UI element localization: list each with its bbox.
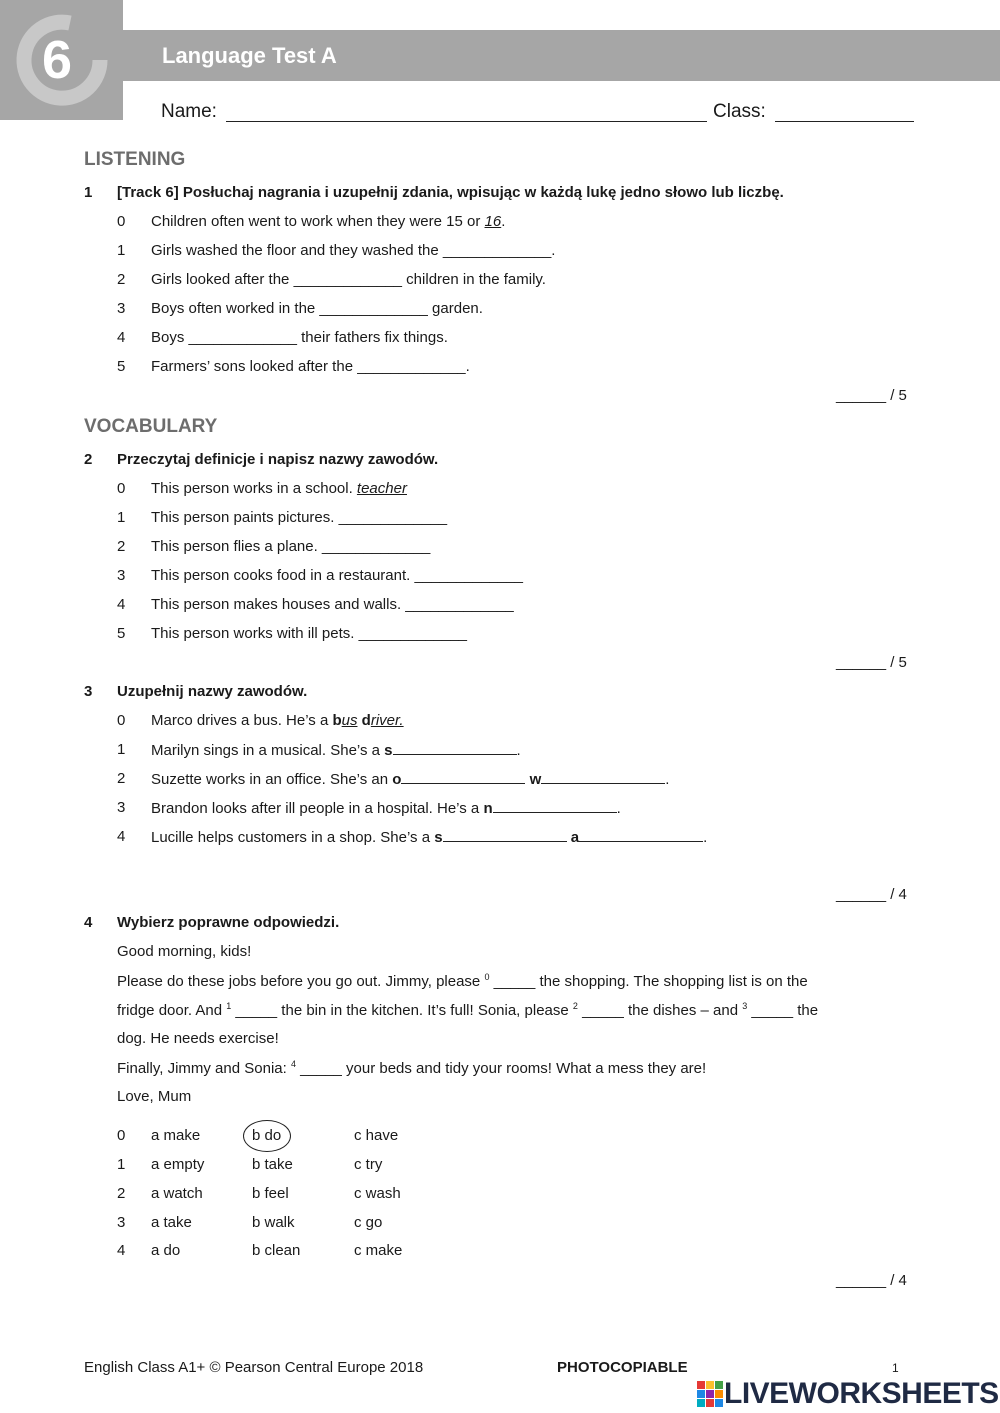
option-b[interactable]: b do bbox=[252, 1127, 282, 1144]
item-number: 4 bbox=[117, 329, 126, 346]
item-text: Marco drives a bus. He’s a bus driver. bbox=[151, 712, 404, 729]
unit-number: 6 bbox=[42, 30, 73, 90]
option-b[interactable]: b clean bbox=[252, 1242, 301, 1259]
example-answer: teacher bbox=[356, 480, 407, 497]
answer-blank[interactable] bbox=[541, 770, 665, 784]
example-answer: river. bbox=[370, 712, 404, 729]
option-a[interactable]: a watch bbox=[151, 1185, 203, 1202]
item-number: 3 bbox=[117, 1214, 126, 1231]
item-number: 0 bbox=[117, 1127, 126, 1144]
option-a[interactable]: a make bbox=[151, 1127, 201, 1144]
item-number: 3 bbox=[117, 300, 126, 317]
letter-signoff: Love, Mum bbox=[117, 1088, 192, 1105]
option-c[interactable]: c wash bbox=[354, 1185, 401, 1202]
answer-blank[interactable] bbox=[443, 828, 567, 842]
question-instruction: [Track 6] Posłuchaj nagrania i uzupełnij zdania, wpisując w każdą lukę jedno słowo lub liczbę. bbox=[117, 184, 784, 201]
item-text[interactable]: Marilyn sings in a musical. She’s a s . bbox=[151, 742, 521, 759]
item-text[interactable]: Lucille helps customers in a shop. She’s a s a . bbox=[151, 829, 708, 846]
score-box[interactable]: ______ / 4 bbox=[836, 1272, 907, 1289]
footer-photocopiable: PHOTOCOPIABLE bbox=[557, 1359, 688, 1376]
item-text[interactable]: Boys _____________ their fathers fix things. bbox=[151, 329, 448, 346]
question-instruction: Przeczytaj definicje i napisz nazwy zawodów. bbox=[117, 451, 439, 468]
item-number: 1 bbox=[117, 741, 126, 758]
question-number: 4 bbox=[84, 914, 93, 931]
item-number: 5 bbox=[117, 358, 126, 375]
question-number: 3 bbox=[84, 683, 93, 700]
item-number: 5 bbox=[117, 625, 126, 642]
item-number: 1 bbox=[117, 1156, 126, 1173]
option-c[interactable]: c have bbox=[354, 1127, 399, 1144]
liveworksheets-brand[interactable]: LIVEWORKSHEETS bbox=[724, 1377, 999, 1410]
item-number: 1 bbox=[117, 509, 126, 526]
section-heading-listening: LISTENING bbox=[84, 149, 186, 170]
letter-greeting: Good morning, kids! bbox=[117, 943, 252, 960]
option-c[interactable]: c go bbox=[354, 1214, 383, 1231]
item-number: 0 bbox=[117, 712, 126, 729]
letter-line: Finally, Jimmy and Sonia: $^4$ _____ your beds and tidy your rooms! What a mess they are! bbox=[117, 1059, 707, 1077]
option-b[interactable]: b feel bbox=[252, 1185, 289, 1202]
item-text[interactable]: Suzette works in an office. She’s an o w . bbox=[151, 771, 670, 788]
option-b[interactable]: b walk bbox=[252, 1214, 295, 1231]
item-number: 3 bbox=[117, 567, 126, 584]
score-box[interactable]: ______ / 5 bbox=[836, 387, 907, 404]
item-number: 0 bbox=[117, 480, 126, 497]
header-banner bbox=[0, 30, 1000, 81]
page-title: Language Test A bbox=[162, 43, 337, 68]
item-number: 2 bbox=[117, 271, 126, 288]
class-field[interactable] bbox=[775, 103, 914, 122]
page-number: 1 bbox=[892, 1361, 899, 1375]
footer-copyright: English Class A1+ © Pearson Central Europe 2018 bbox=[84, 1359, 424, 1376]
class-label: Class: bbox=[713, 101, 766, 122]
item-text: This person works in a school. teacher bbox=[151, 480, 407, 497]
item-text[interactable]: Girls washed the floor and they washed the _____________. bbox=[151, 242, 556, 259]
liveworksheets-logo-icon bbox=[697, 1381, 723, 1407]
item-number: 0 bbox=[117, 213, 126, 230]
option-a[interactable]: a take bbox=[151, 1214, 192, 1231]
answer-blank[interactable] bbox=[401, 770, 525, 784]
question-number: 1 bbox=[84, 184, 93, 201]
example-answer: 16 bbox=[484, 213, 502, 230]
option-b[interactable]: b take bbox=[252, 1156, 293, 1173]
item-text[interactable]: Brandon looks after ill people in a hospital. He’s a n . bbox=[151, 800, 621, 817]
score-box[interactable]: ______ / 5 bbox=[836, 654, 907, 671]
item-text[interactable]: This person flies a plane. _____________ bbox=[151, 538, 431, 555]
item-number: 3 bbox=[117, 799, 126, 816]
item-text[interactable]: This person paints pictures. _____________ bbox=[151, 509, 448, 526]
item-text[interactable]: Boys often worked in the _____________ garden. bbox=[151, 300, 483, 317]
item-number: 1 bbox=[117, 242, 126, 259]
letter-line: dog. He needs exercise! bbox=[117, 1030, 279, 1047]
question-instruction: Wybierz poprawne odpowiedzi. bbox=[117, 914, 340, 931]
option-c[interactable]: c make bbox=[354, 1242, 403, 1259]
name-field[interactable] bbox=[226, 103, 707, 122]
letter-line: fridge door. And $^1$ _____ the bin in the kitchen. It’s full! Sonia, please $^2$ _____ the dishes – and $^3$ _____ the bbox=[117, 1001, 819, 1019]
example-answer: us bbox=[341, 712, 358, 729]
item-text[interactable]: This person makes houses and walls. _____________ bbox=[151, 596, 514, 613]
question-instruction: Uzupełnij nazwy zawodów. bbox=[117, 683, 308, 700]
item-number: 2 bbox=[117, 770, 126, 787]
answer-blank[interactable] bbox=[393, 741, 517, 755]
item-text[interactable]: Farmers’ sons looked after the _____________. bbox=[151, 358, 470, 375]
item-text[interactable]: This person cooks food in a restaurant. _____________ bbox=[151, 567, 523, 584]
item-text[interactable]: Girls looked after the _____________ children in the family. bbox=[151, 271, 546, 288]
answer-blank[interactable] bbox=[493, 799, 617, 813]
item-number: 2 bbox=[117, 1185, 126, 1202]
name-label: Name: bbox=[161, 101, 217, 122]
section-heading-vocabulary: VOCABULARY bbox=[84, 416, 218, 437]
item-number: 4 bbox=[117, 1242, 126, 1259]
item-number: 2 bbox=[117, 538, 126, 555]
option-c[interactable]: c try bbox=[354, 1156, 383, 1173]
score-box[interactable]: ______ / 4 bbox=[836, 886, 907, 903]
option-a[interactable]: a empty bbox=[151, 1156, 205, 1173]
option-a[interactable]: a do bbox=[151, 1242, 181, 1259]
letter-line: Please do these jobs before you go out. Jimmy, please $^0$ _____ the shopping. The shopping list is on the bbox=[117, 972, 808, 990]
question-number: 2 bbox=[84, 451, 93, 468]
answer-blank[interactable] bbox=[579, 828, 703, 842]
item-text[interactable]: This person works with ill pets. _____________ bbox=[151, 625, 468, 642]
item-number: 4 bbox=[117, 828, 126, 845]
item-number: 4 bbox=[117, 596, 126, 613]
item-text: Children often went to work when they were 15 or 16. bbox=[151, 213, 506, 230]
